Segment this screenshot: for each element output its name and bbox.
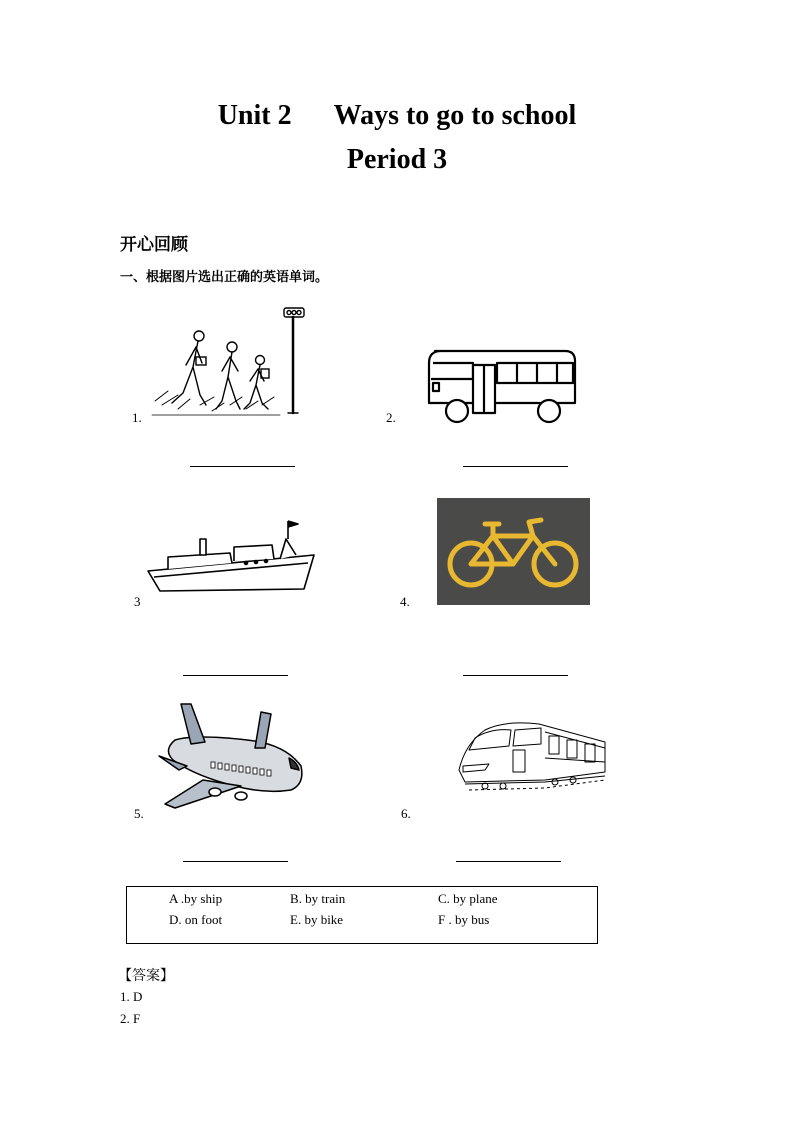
options-box: [126, 886, 598, 944]
bike-sign-icon: [437, 498, 590, 605]
section-heading: 开心回顾: [120, 235, 188, 255]
answer-line: 2. F: [120, 1011, 141, 1026]
option-b: B. by train: [290, 891, 346, 906]
item-number: 3: [134, 594, 141, 609]
item-number: 2.: [386, 410, 396, 425]
option-c: C. by plane: [438, 891, 498, 906]
answer-line: 1. D: [120, 989, 143, 1004]
unit-label: Unit 2: [217, 100, 292, 131]
item-number: 5.: [134, 806, 144, 821]
period-title: Period 3: [346, 144, 448, 175]
option-f: F . by bus: [438, 912, 490, 927]
ship-icon: [146, 515, 318, 595]
answer-blank-5[interactable]: [183, 861, 288, 862]
answer-blank-6[interactable]: [456, 861, 561, 862]
people-walking-icon: [150, 305, 310, 420]
answer-blank-4[interactable]: [463, 675, 568, 676]
bus-icon: [425, 345, 580, 425]
instruction-text: 一、根据图片选出正确的英语单词。: [120, 270, 329, 285]
topic-label: Ways to go to school: [333, 100, 577, 131]
option-e: E. by bike: [290, 912, 344, 927]
title-line-1: [0, 100, 794, 132]
answer-blank-3[interactable]: [183, 675, 288, 676]
item-number: 4.: [400, 594, 410, 609]
item-number: 6.: [401, 806, 411, 821]
option-d: D. on foot: [169, 912, 223, 927]
answer-blank-2[interactable]: [463, 466, 568, 467]
answer-heading: 【答案】: [118, 968, 174, 984]
item-number: 1.: [132, 410, 142, 425]
option-a: A .by ship: [169, 891, 223, 906]
plane-icon: [155, 700, 310, 815]
answer-blank-1[interactable]: [190, 466, 295, 467]
train-icon: [455, 718, 610, 800]
